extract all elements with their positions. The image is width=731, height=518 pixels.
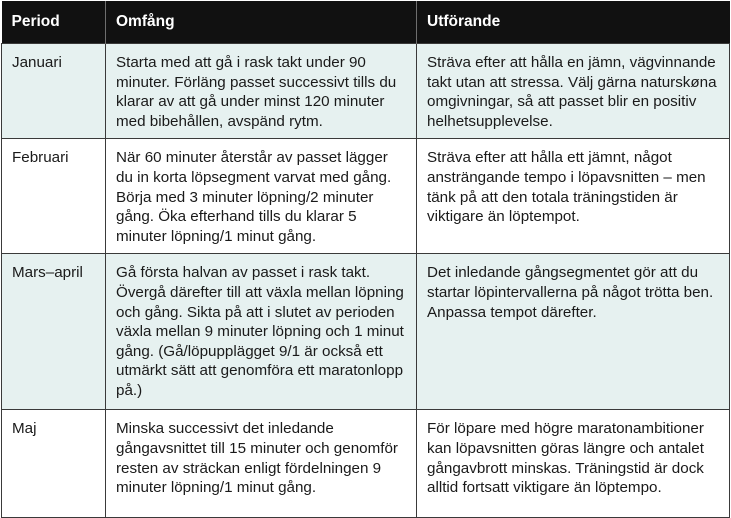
cell-period: Januari bbox=[2, 44, 106, 139]
cell-utforande: Det inledande gångsegmentet gör att du startar löpintervallerna på något trötta ben. Anpassa tempot därefter. bbox=[417, 254, 730, 410]
cell-period: Mars–april bbox=[2, 254, 106, 410]
table-header bbox=[2, 1, 730, 44]
header-period: Period bbox=[2, 1, 106, 44]
header-utforande: Utförande bbox=[417, 1, 730, 44]
header-omfang: Omfång bbox=[106, 1, 417, 44]
cell-omfang: Minska successivt det inledande gångavsnittet till 15 minuter och genomför resten av sträckan enligt fördelningen 9 minuter löpning/1 minut gång. bbox=[106, 410, 417, 518]
cell-utforande: För löpare med högre maratonambitioner kan löpavsnitten göras längre och antalet gångavbrott minskas. Träningstid är dock alltid fortsatt viktigare än löptempo. bbox=[417, 410, 730, 518]
cell-omfang: Starta med att gå i rask takt under 90 minuter. Förläng passet successivt tills du klarar av att gå under minst 120 minuter med bibehållen, avspänd rytm. bbox=[106, 44, 417, 139]
table-row bbox=[2, 44, 730, 139]
cell-period: Maj bbox=[2, 410, 106, 518]
table-row bbox=[2, 254, 730, 410]
cell-period: Februari bbox=[2, 139, 106, 254]
training-schedule-table bbox=[1, 1, 730, 518]
table-body bbox=[2, 44, 730, 518]
header-row bbox=[2, 1, 730, 44]
cell-utforande: Sträva efter att hålla ett jämnt, något ansträngande tempo i löpavsnitten – men tänk på att den totala träningstiden är viktigare än löptempot. bbox=[417, 139, 730, 254]
table-row bbox=[2, 410, 730, 518]
cell-omfang: När 60 minuter återstår av passet lägger du in korta löpsegment varvat med gång. Börja med 3 minuter löpning/2 minuter gång. Öka efterhand tills du klarar 5 minuter löpning/1 minut gång. bbox=[106, 139, 417, 254]
cell-utforande: Sträva efter att hålla en jämn, vägvinnande takt utan att stressa. Välj gärna naturskøna omgivningar, så att passet blir en positiv helhetsupplevelse. bbox=[417, 44, 730, 139]
cell-omfang: Gå första halvan av passet i rask takt. Övergå därefter till att växla mellan löpning och gång. Sikta på att i slutet av perioden växla mellan 9 minuter löpning och 1 minut gång. (Gå/löpupplägget 9/1 är också ett utmärkt sätt att genomföra ett maratonlopp på.) bbox=[106, 254, 417, 410]
table-row bbox=[2, 139, 730, 254]
